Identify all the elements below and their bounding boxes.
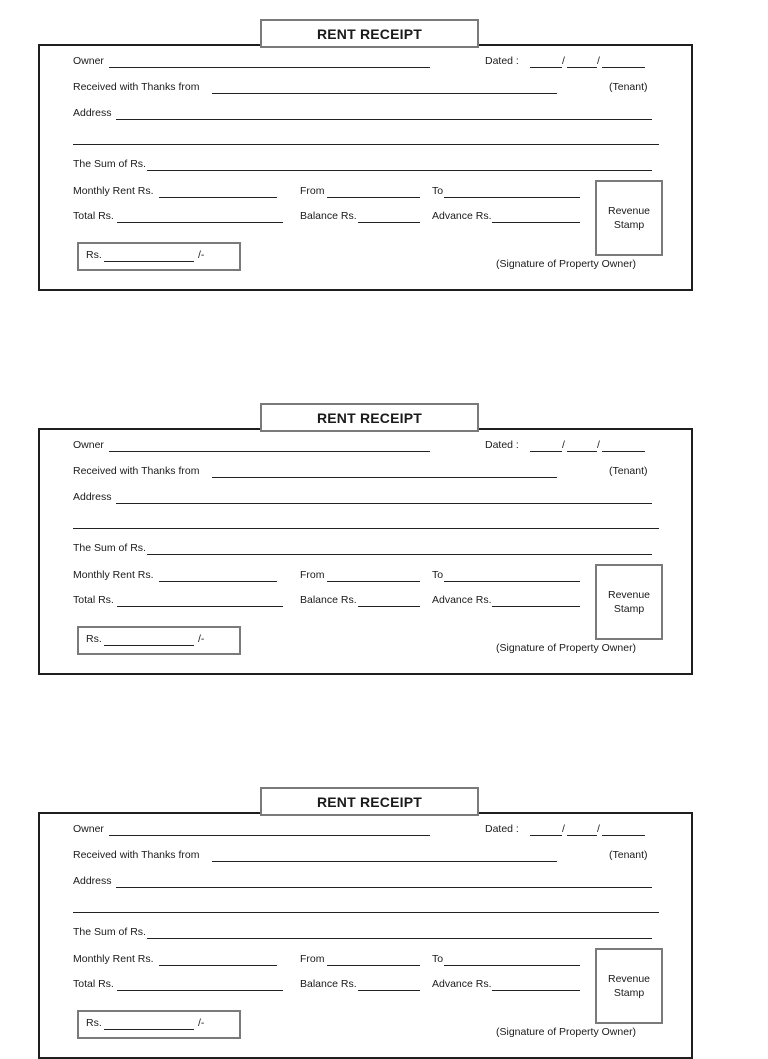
address-label: Address bbox=[73, 491, 112, 503]
address-label: Address bbox=[73, 875, 112, 887]
to-label: To bbox=[432, 953, 444, 965]
revenue-stamp-box bbox=[595, 948, 663, 1024]
monthly-rent-field[interactable] bbox=[159, 581, 277, 582]
tenant-name-field[interactable] bbox=[212, 477, 557, 478]
receipt-title: RENT RECEIPT bbox=[260, 19, 479, 48]
balance-label: Balance Rs. bbox=[300, 210, 357, 222]
amount-field[interactable] bbox=[104, 645, 194, 646]
receipt-title: RENT RECEIPT bbox=[260, 787, 479, 816]
address-field-line-2[interactable] bbox=[73, 144, 659, 145]
tenant-label: (Tenant) bbox=[609, 465, 648, 477]
revenue-stamp-box bbox=[595, 180, 663, 256]
sum-label: The Sum of Rs. bbox=[73, 926, 146, 938]
advance-label: Advance Rs. bbox=[432, 594, 492, 606]
stamp-label-line-2: Stamp bbox=[613, 219, 645, 231]
sum-field[interactable] bbox=[147, 554, 652, 555]
tenant-label: (Tenant) bbox=[609, 849, 648, 861]
date-year-field[interactable] bbox=[602, 835, 645, 836]
amount-box bbox=[77, 1010, 241, 1039]
total-field[interactable] bbox=[117, 606, 283, 607]
date-separator: / bbox=[597, 823, 600, 835]
received-label: Received with Thanks from bbox=[73, 465, 200, 477]
stamp-label-line-1: Revenue bbox=[607, 205, 651, 217]
owner-label: Owner bbox=[73, 55, 104, 67]
received-label: Received with Thanks from bbox=[73, 81, 200, 93]
stamp-label-line-2: Stamp bbox=[613, 987, 645, 999]
balance-label: Balance Rs. bbox=[300, 594, 357, 606]
total-field[interactable] bbox=[117, 990, 283, 991]
monthly-rent-field[interactable] bbox=[159, 197, 277, 198]
owner-field[interactable] bbox=[109, 67, 430, 68]
total-label: Total Rs. bbox=[73, 978, 114, 990]
total-label: Total Rs. bbox=[73, 210, 114, 222]
tenant-label: (Tenant) bbox=[609, 81, 648, 93]
date-separator: / bbox=[562, 823, 565, 835]
monthly-rent-label: Monthly Rent Rs. bbox=[73, 185, 154, 197]
from-field[interactable] bbox=[327, 965, 420, 966]
tenant-name-field[interactable] bbox=[212, 861, 557, 862]
rent-receipt-2 bbox=[38, 409, 693, 675]
rs-suffix: /- bbox=[198, 633, 205, 645]
rent-receipt-3 bbox=[38, 793, 693, 1059]
sum-field[interactable] bbox=[147, 170, 652, 171]
sum-label: The Sum of Rs. bbox=[73, 542, 146, 554]
date-month-field[interactable] bbox=[567, 451, 597, 452]
rs-label: Rs. bbox=[86, 1017, 102, 1029]
owner-field[interactable] bbox=[109, 835, 430, 836]
balance-field[interactable] bbox=[358, 222, 420, 223]
address-field-line-2[interactable] bbox=[73, 912, 659, 913]
receipt-title: RENT RECEIPT bbox=[260, 403, 479, 432]
balance-field[interactable] bbox=[358, 606, 420, 607]
total-field[interactable] bbox=[117, 222, 283, 223]
from-field[interactable] bbox=[327, 197, 420, 198]
received-label: Received with Thanks from bbox=[73, 849, 200, 861]
dated-label: Dated : bbox=[485, 823, 519, 835]
monthly-rent-label: Monthly Rent Rs. bbox=[73, 569, 154, 581]
date-month-field[interactable] bbox=[567, 67, 597, 68]
to-field[interactable] bbox=[444, 965, 580, 966]
total-label: Total Rs. bbox=[73, 594, 114, 606]
address-field-line-2[interactable] bbox=[73, 528, 659, 529]
amount-box bbox=[77, 242, 241, 271]
from-field[interactable] bbox=[327, 581, 420, 582]
sum-label: The Sum of Rs. bbox=[73, 158, 146, 170]
rs-suffix: /- bbox=[198, 249, 205, 261]
date-day-field[interactable] bbox=[530, 67, 562, 68]
from-label: From bbox=[300, 185, 325, 197]
to-label: To bbox=[432, 569, 444, 581]
tenant-name-field[interactable] bbox=[212, 93, 557, 94]
owner-field[interactable] bbox=[109, 451, 430, 452]
rs-label: Rs. bbox=[86, 249, 102, 261]
amount-field[interactable] bbox=[104, 261, 194, 262]
date-separator: / bbox=[597, 55, 600, 67]
from-label: From bbox=[300, 953, 325, 965]
date-separator: / bbox=[597, 439, 600, 451]
address-field[interactable] bbox=[116, 503, 652, 504]
stamp-label-line-1: Revenue bbox=[607, 973, 651, 985]
owner-label: Owner bbox=[73, 823, 104, 835]
dated-label: Dated : bbox=[485, 55, 519, 67]
monthly-rent-label: Monthly Rent Rs. bbox=[73, 953, 154, 965]
date-month-field[interactable] bbox=[567, 835, 597, 836]
revenue-stamp-box bbox=[595, 564, 663, 640]
advance-label: Advance Rs. bbox=[432, 210, 492, 222]
from-label: From bbox=[300, 569, 325, 581]
date-separator: / bbox=[562, 439, 565, 451]
address-field[interactable] bbox=[116, 887, 652, 888]
date-day-field[interactable] bbox=[530, 835, 562, 836]
rs-suffix: /- bbox=[198, 1017, 205, 1029]
amount-box bbox=[77, 626, 241, 655]
stamp-label-line-1: Revenue bbox=[607, 589, 651, 601]
amount-field[interactable] bbox=[104, 1029, 194, 1030]
monthly-rent-field[interactable] bbox=[159, 965, 277, 966]
advance-field[interactable] bbox=[492, 990, 580, 991]
owner-label: Owner bbox=[73, 439, 104, 451]
signature-label: (Signature of Property Owner) bbox=[496, 1026, 637, 1038]
address-label: Address bbox=[73, 107, 112, 119]
address-field[interactable] bbox=[116, 119, 652, 120]
date-year-field[interactable] bbox=[602, 451, 645, 452]
balance-label: Balance Rs. bbox=[300, 978, 357, 990]
rent-receipt-1 bbox=[38, 25, 693, 291]
advance-field[interactable] bbox=[492, 222, 580, 223]
date-day-field[interactable] bbox=[530, 451, 562, 452]
stamp-label-line-2: Stamp bbox=[613, 603, 645, 615]
signature-label: (Signature of Property Owner) bbox=[496, 642, 637, 654]
advance-label: Advance Rs. bbox=[432, 978, 492, 990]
rs-label: Rs. bbox=[86, 633, 102, 645]
advance-field[interactable] bbox=[492, 606, 580, 607]
balance-field[interactable] bbox=[358, 990, 420, 991]
dated-label: Dated : bbox=[485, 439, 519, 451]
to-field[interactable] bbox=[444, 197, 580, 198]
date-year-field[interactable] bbox=[602, 67, 645, 68]
sum-field[interactable] bbox=[147, 938, 652, 939]
date-separator: / bbox=[562, 55, 565, 67]
signature-label: (Signature of Property Owner) bbox=[496, 258, 637, 270]
to-field[interactable] bbox=[444, 581, 580, 582]
to-label: To bbox=[432, 185, 444, 197]
